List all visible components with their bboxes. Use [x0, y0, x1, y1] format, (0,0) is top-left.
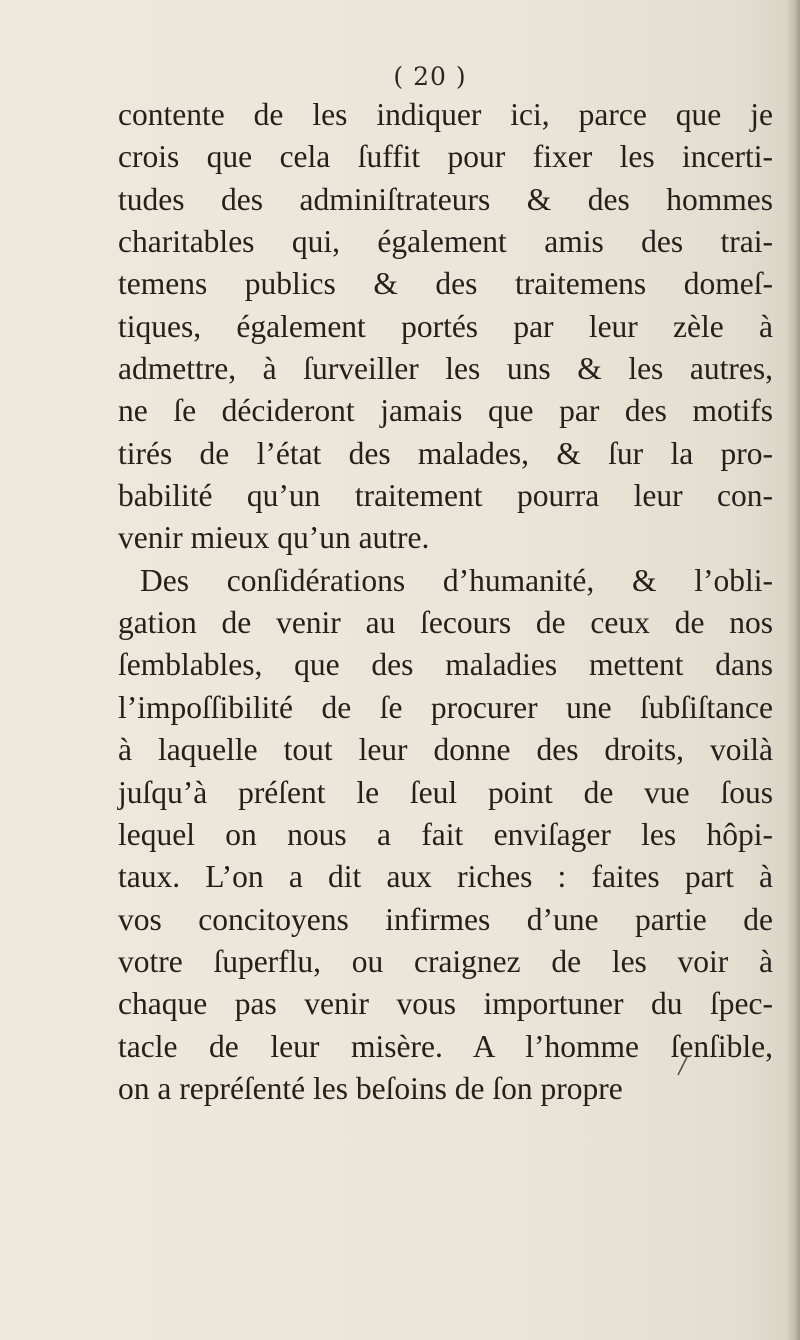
text-line: temens publics & des traitemens domeſ- — [118, 266, 773, 302]
text-line: on a repréſenté les beſoins de ſon propre — [118, 1070, 623, 1106]
text-line: l’impoſſibilité de ſe procurer une ſubſiſtance — [118, 689, 773, 725]
text-line: admettre, à ſurveiller les uns & les autres, — [118, 351, 773, 387]
text-line: ſemblables, que des maladies mettent dans — [118, 647, 773, 683]
text-line: vos concitoyens infirmes d’une partie de — [118, 901, 773, 937]
text-line: tiques, également portés par leur zèle à — [118, 308, 773, 344]
text-line: contente de les indiquer ici, parce que je — [118, 97, 773, 132]
text-line: lequel on nous a fait enviſager les hôpi- — [118, 816, 773, 852]
text-line: tirés de l’état des malades, & ſur la pro- — [118, 435, 773, 471]
text-line: chaque pas venir vous importuner du ſpec- — [118, 986, 773, 1022]
page-number: ( 20 ) — [393, 62, 467, 91]
text-line: Des conſidérations d’humanité, & l’obli- — [140, 562, 773, 598]
body-text — [118, 94, 773, 1110]
page-edge-shadow — [786, 0, 800, 1340]
text-line: tacle de leur misère. A l’homme ſenſible, — [118, 1028, 773, 1064]
text-line: tudes des adminiſtrateurs & des hommes — [118, 181, 773, 217]
text-line: gation de venir au ſecours de ceux de nos — [118, 605, 773, 641]
text-line: juſqu’à préſent le ſeul point de vue ſous — [118, 774, 773, 810]
text-line: votre ſuperflu, ou craignez de les voir à — [118, 943, 773, 979]
text-line: taux. L’on a dit aux riches : faites part à — [118, 859, 773, 895]
paper-blemish — [675, 1055, 689, 1077]
text-line: crois que cela ſuffit pour fixer les incerti- — [118, 139, 773, 175]
text-line: charitables qui, également amis des trai- — [118, 224, 773, 260]
text-line: ne ſe décideront jamais que par des motifs — [118, 393, 773, 429]
text-line: venir mieux qu’un autre. — [118, 520, 430, 556]
text-line: babilité qu’un traitement pourra leur con- — [118, 478, 773, 514]
text-line: à laquelle tout leur donne des droits, voilà — [118, 732, 773, 768]
